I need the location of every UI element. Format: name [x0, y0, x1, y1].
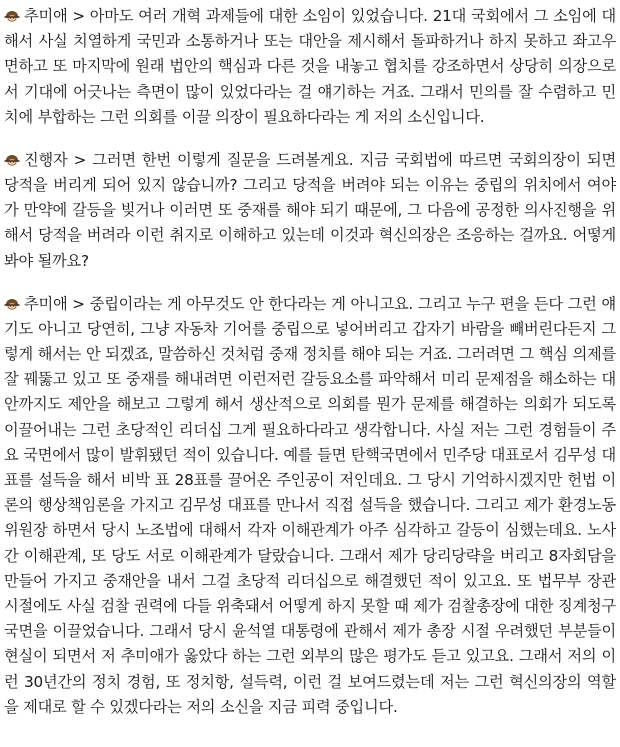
paragraph-text: 중립이라는 게 아무것도 안 한다라는 게 아니고요. 그리고 누구 편을 든다 그런 얘기도 아니고 당연히, 그냥 자동차 기어를 중립으로 넣어버리고 갑자기 바람을 빼버린다든지 그렇게 해서는 안 되겠죠, 말씀하신 것처럼 중재 정치를 해야 되는 거죠. 그러려면 그 핵심 의제를 잘 꿰뚫고 있고 또 중재를 해내려면 이런저런 갈등요소를 파악해서 미리 문제점을 해소하는 대안까지도 제안을 해보고 그렇게 해서 생산적으로 의회를 뭔가 문제를 해결하는 의회가 되도록 이끌어내는 그런 초당적인 리더십 그게 필요하다라고 생각합니다. 사실 저는 그런 경험들이 주요 국면에서 많이 발휘됐던 적이 있습니다. 예를 들면 탄핵국면에서 민주당 대표로서 김무성 대표를 설득을 해서 비박 표 28표를 끌어온 주인공이 저인데요. 그 당시 기억하시겠지만 헌법 이론의 행상책임론을 가지고 김무성 대표를 만나서 직접 설득을 했습니다. 그리고 제가 환경노동위원장 하면서 당시 노조법에 대해서 각자 이해관계가 아주 심각하고 갈등이 심했는데요. 노사 간 이해관계, 또 당도 서로 이해관계가 달랐습니다. 그래서 제가 당리당략을 버리고 8자회담을 만들어 가지고 중재안을 내서 그걸 초당적 리더십으로 해결했던 적이 있고요. 또 법무부 장관 시절에도 사실 검찰 권력에 다들 위축돼서 어떻게 하지 못할 때 제가 검찰총장에 대한 징계청구 국면을 이끌었습니다. 그래서 당시 윤석열 대통령에 관해서 제가 총장 시절 우려했던 부분들이 현실이 되면서 저 추미애가 옳았다 하는 그런 외부의 많은 평가도 듣고 있고요. 그래서 저의 이런 30년간의 정치 경험, 또 정치항, 설득력, 이런 걸 보여드렸는데 저는 그런 혁신의장의 역할을 제대로 할 수 있겠다라는 저의 소신을 지금 피력 중입니다. — [4, 294, 616, 716]
paragraph-text: 아마도 여러 개혁 과제들에 대한 소임이 있었습니다. 21대 국회에서 그 소임에 대해서 사실 치열하게 국민과 소통하거나 또는 대안을 제시해서 돌파하거나 하지 못하고 좌고우면하고 또 마지막에 원래 법안의 핵심과 다른 것을 내놓고 협치를 강조하면서 상당히 의장으로서 기대에 어긋나는 측면이 많이 있었다라는 걸 얘기하는 거죠. 그래서 민의를 잘 수렴하고 민치에 부합하는 그런 의회를 이끌 의장이 필요하다라는 게 저의 소신입니다. — [4, 7, 616, 126]
transcript-paragraph — [4, 148, 616, 274]
speaker-name: 진행자 — [24, 150, 68, 169]
speaker-icon — [4, 10, 20, 22]
speaker-separator: > — [67, 7, 90, 25]
speaker-icon — [4, 154, 20, 166]
speaker-separator: > — [67, 150, 93, 169]
speaker-name: 추미애 — [24, 294, 68, 313]
speaker-icon — [4, 298, 20, 310]
transcript-paragraph — [4, 4, 616, 130]
interview-transcript — [4, 4, 616, 720]
transcript-paragraph — [4, 292, 616, 720]
speaker-separator: > — [67, 294, 90, 313]
paragraph-text: 그러면 한번 이렇게 질문을 드려볼게요. 지금 국회법에 따르면 국회의장이 되면 당적을 버리게 되어 있지 않습니까? 그리고 당적을 버려야 되는 이유는 중립의 위치에서 여야가 만약에 갈등을 빚거나 이러면 또 중재를 해야 되기 때문에, 그 다음에 공정한 의사진행을 위해서 당적을 버려라 이런 취지로 이해하고 있는데 이것과 혁신의장은 조응하는 걸까요. 어떻게 봐야 될까요? — [4, 150, 616, 270]
speaker-name: 추미애 — [24, 7, 68, 25]
